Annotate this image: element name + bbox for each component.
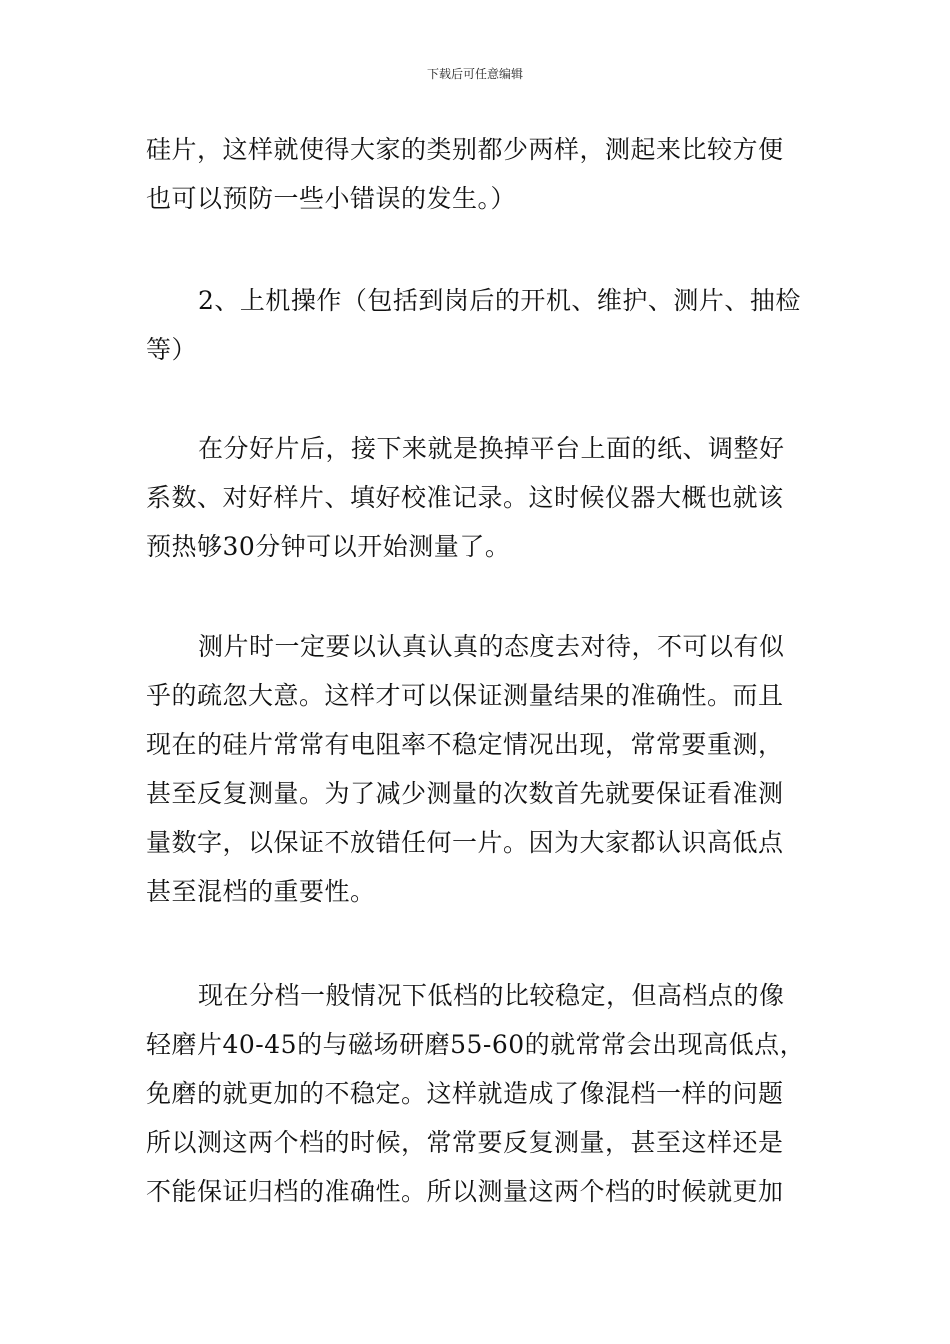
paragraph-5	[146, 971, 808, 1216]
paragraph-line: 也可以预防一些小错误的发生。）	[146, 184, 517, 213]
paragraph-2	[146, 276, 808, 374]
paragraph-line: 所以测这两个档的时候，常常要反复测量，甚至这样还是	[146, 1128, 784, 1157]
paragraph-line: 不能保证归档的准确性。所以测量这两个档的时候就更加	[146, 1177, 784, 1206]
paragraph-line: 甚至混档的重要性。	[146, 877, 376, 906]
page-header: 下载后可任意编辑	[426, 67, 523, 81]
paragraph-line: 甚至反复测量。为了减少测量的次数首先就要保证看准测	[146, 779, 784, 808]
paragraph-line: 现在分档一般情况下低档的比较稳定，但高档点的像	[198, 981, 785, 1010]
paragraph-line: 硅片，这样就使得大家的类别都少两样，测起来比较方便	[146, 135, 784, 164]
paragraph-3	[146, 424, 808, 571]
paragraph-line: 测片时一定要以认真认真的态度去对待，不可以有似	[198, 632, 785, 661]
paragraph-line: 乎的疏忽大意。这样才可以保证测量结果的准确性。而且	[146, 681, 784, 710]
paragraph-line: 系数、对好样片、填好校准记录。这时候仪器大概也就该	[146, 483, 784, 512]
paragraph-line: 在分好片后，接下来就是换掉平台上面的纸、调整好	[198, 434, 785, 463]
paragraph-line: 2、上机操作（包括到岗后的开机、维护、测片、抽检	[198, 286, 801, 315]
paragraph-line: 预热够30分钟可以开始测量了。	[146, 532, 511, 561]
paragraph-line: 轻磨片40-45的与磁场研磨55-60的就常常会出现高低点，	[146, 1030, 806, 1059]
paragraph-line: 现在的硅片常常有电阻率不稳定情况出现，常常要重测，	[146, 730, 784, 759]
paragraph-line: 量数字，以保证不放错任何一片。因为大家都认识高低点	[146, 828, 784, 857]
paragraph-4	[146, 622, 808, 916]
paragraph-line: 免磨的就更加的不稳定。这样就造成了像混档一样的问题	[146, 1079, 784, 1108]
paragraph-line: 等）	[146, 335, 198, 364]
paragraph-1	[146, 125, 808, 223]
